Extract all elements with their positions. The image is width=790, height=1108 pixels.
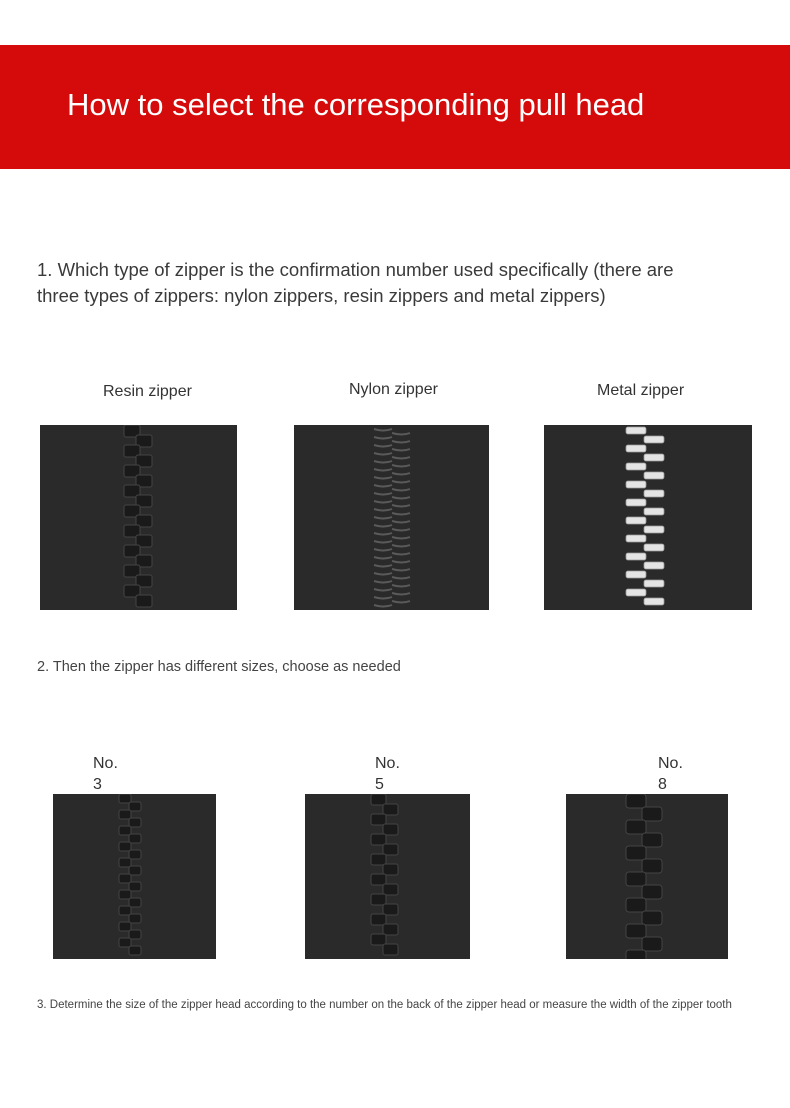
header-banner (0, 45, 790, 169)
step-1-text: 1. Which type of zipper is the confirmation number used specifically (there are three types of zippers: nylon zippers, resin zippers and metal zippers) (37, 259, 674, 306)
size-prefix: No. (375, 755, 400, 772)
size-label-no3 (93, 753, 118, 795)
size-number: 3 (93, 776, 102, 793)
size-number: 5 (375, 776, 384, 793)
step-3-text: 3. Determine the size of the zipper head according to the number on the back of the zipper head or measure the width of the zipper tooth (37, 999, 732, 1011)
size-8-zipper-photo (566, 794, 728, 959)
size-5-zipper-photo (305, 794, 470, 959)
page-title: How to select the corresponding pull head (67, 87, 645, 122)
resin-zipper-label: Resin zipper (103, 383, 192, 400)
size-label-no8 (658, 753, 683, 795)
size-number: 8 (658, 776, 667, 793)
step-2-text: 2. Then the zipper has different sizes, choose as needed (37, 659, 401, 675)
metal-zipper-label: Metal zipper (597, 382, 685, 399)
size-prefix: No. (93, 755, 118, 772)
size-3-zipper-photo (53, 794, 216, 959)
size-label-no5 (375, 753, 400, 795)
nylon-zipper-label: Nylon zipper (349, 381, 438, 398)
nylon-zipper-photo (294, 425, 489, 610)
size-prefix: No. (658, 755, 683, 772)
resin-zipper-photo (40, 425, 237, 610)
metal-zipper-photo (544, 425, 752, 610)
